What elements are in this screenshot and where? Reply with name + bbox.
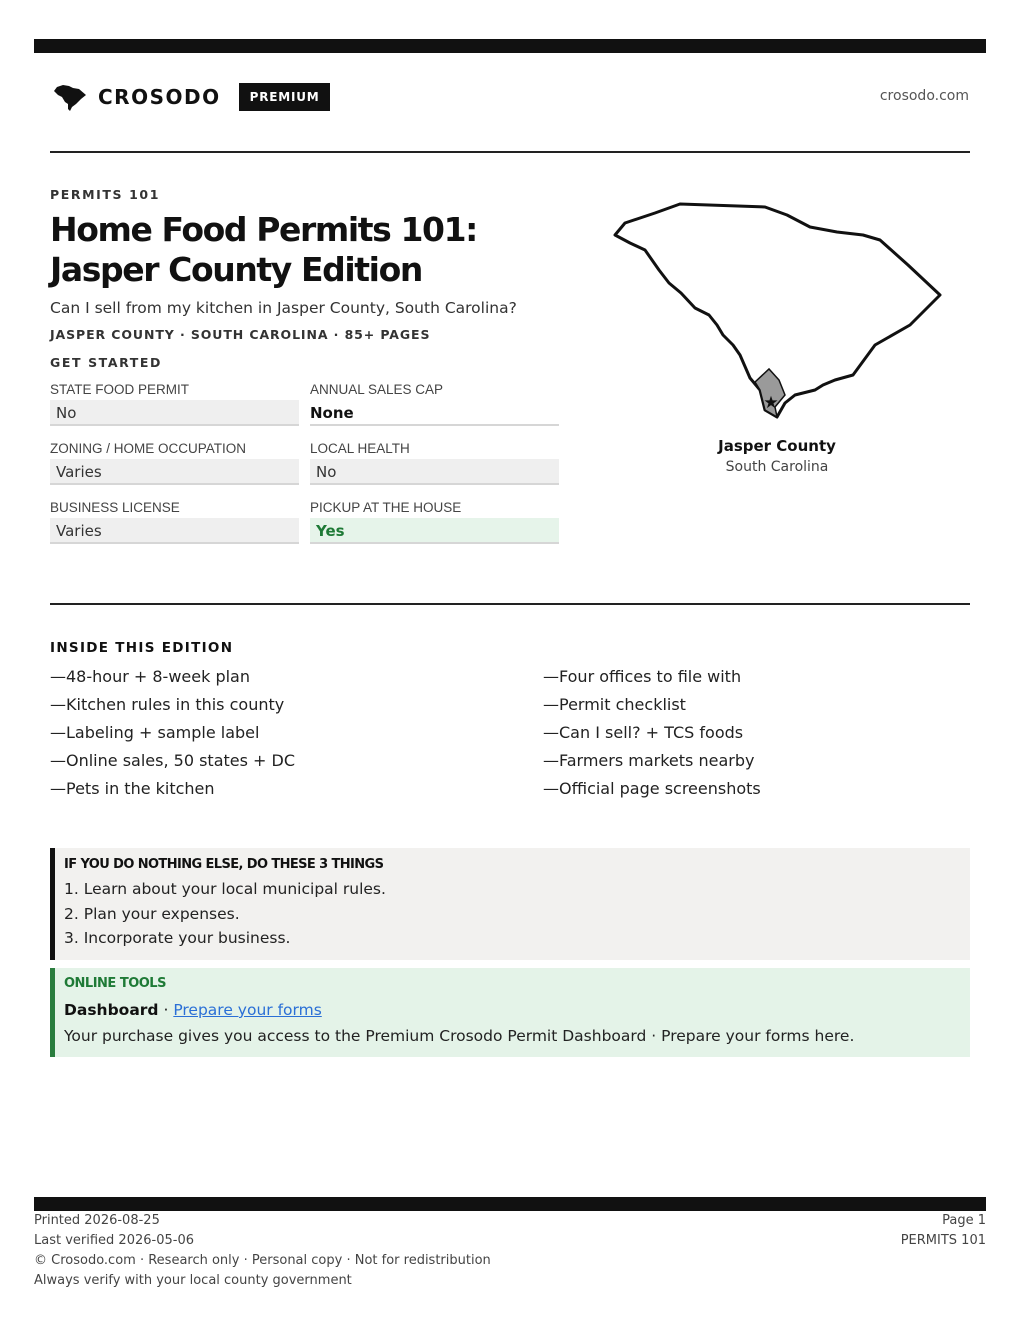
list-item: —Farmers markets nearby (543, 751, 755, 770)
callout-item: 1. Learn about your local municipal rules. (64, 880, 386, 898)
inside-list-left (50, 666, 295, 806)
bottom-bar (34, 1197, 986, 1211)
disclaimer: Always verify with your local county government (34, 1273, 352, 1288)
list-item: —Permit checklist (543, 695, 686, 714)
fact-pickup-at-house (310, 498, 559, 544)
verified-date: Last verified 2026-05-06 (34, 1233, 194, 1248)
list-item: —Online sales, 50 states + DC (50, 751, 296, 770)
list-item: —Kitchen rules in this county (50, 695, 285, 714)
fact-label: ANNUAL SALES CAP (310, 382, 444, 397)
section-divider (50, 603, 970, 605)
fact-value: Varies (50, 518, 299, 544)
fact-label: PICKUP AT THE HOUSE (310, 500, 462, 515)
fact-label: STATE FOOD PERMIT (50, 382, 190, 397)
footer-right (901, 1211, 986, 1251)
top-bar (34, 39, 986, 53)
online-tools-callout (50, 968, 970, 1057)
tools-description: Your purchase gives you access to the Premium Crosodo Permit Dashboard · Prepare your forms here. (64, 1027, 855, 1045)
callout-item: 3. Incorporate your business. (64, 929, 291, 947)
fact-value: Yes (310, 518, 559, 544)
map-county-label: Jasper County (718, 437, 836, 455)
tools-line (64, 1001, 322, 1019)
fact-value: Varies (50, 459, 299, 485)
page-title: Home Food Permits 101: Jasper County Edition (50, 210, 477, 289)
list-item: —48-hour + 8-week plan (50, 667, 250, 686)
dashboard-label: Dashboard (64, 1001, 159, 1019)
footer-left (34, 1211, 491, 1291)
list-item: —Labeling + sample label (50, 723, 260, 742)
site-url[interactable]: crosodo.com (879, 88, 969, 104)
fact-label: ZONING / HOME OCCUPATION (50, 441, 247, 456)
header-divider (50, 151, 970, 153)
inside-edition-heading: INSIDE THIS EDITION (50, 640, 234, 656)
fact-label: LOCAL HEALTH (310, 441, 410, 456)
prepare-forms-link[interactable]: Prepare your forms (173, 1001, 322, 1019)
fact-value: No (310, 459, 559, 485)
copyright: © Crosodo.com · Research only · Personal copy · Not for redistribution (34, 1253, 491, 1268)
fact-value: None (310, 400, 559, 426)
brand-name: CROSODO (98, 85, 221, 109)
callout-item: 2. Plan your expenses. (64, 905, 240, 923)
edition-meta: JASPER COUNTY · SOUTH CAROLINA · 85+ PAGES (50, 327, 431, 342)
list-item: —Four offices to file with (543, 667, 742, 686)
page-number: Page 1 (942, 1213, 986, 1228)
list-item: —Can I sell? + TCS foods (543, 723, 744, 742)
three-things-callout (50, 848, 970, 960)
south-carolina-silhouette-icon (52, 82, 88, 112)
page-subtitle: Can I sell from my kitchen in Jasper County, South Carolina? (50, 299, 517, 317)
map-state-label: South Carolina (725, 459, 829, 475)
separator: · (158, 1001, 174, 1019)
brand[interactable] (52, 82, 330, 112)
star-icon: ★ (763, 393, 779, 413)
printed-date: Printed 2026-08-25 (34, 1213, 160, 1228)
footer-section: PERMITS 101 (900, 1233, 986, 1248)
callout-title: IF YOU DO NOTHING ELSE, DO THESE 3 THINGS (64, 857, 384, 872)
premium-badge: PREMIUM (239, 83, 330, 111)
tools-title: ONLINE TOOLS (64, 976, 166, 991)
fact-label: BUSINESS LICENSE (50, 500, 180, 515)
fact-zoning (50, 439, 299, 485)
fact-state-food-permit (50, 380, 299, 426)
inside-list-right (543, 666, 761, 806)
permit-facts-grid (50, 380, 559, 544)
fact-local-health (310, 439, 559, 485)
list-item: —Official page screenshots (543, 779, 761, 798)
fact-business-license (50, 498, 299, 544)
fact-annual-sales-cap (310, 380, 559, 426)
state-map (605, 195, 950, 430)
list-item: —Pets in the kitchen (50, 779, 215, 798)
section-kicker: PERMITS 101 (50, 187, 160, 202)
fact-value: No (50, 400, 299, 426)
get-started-heading: GET STARTED (50, 355, 163, 370)
